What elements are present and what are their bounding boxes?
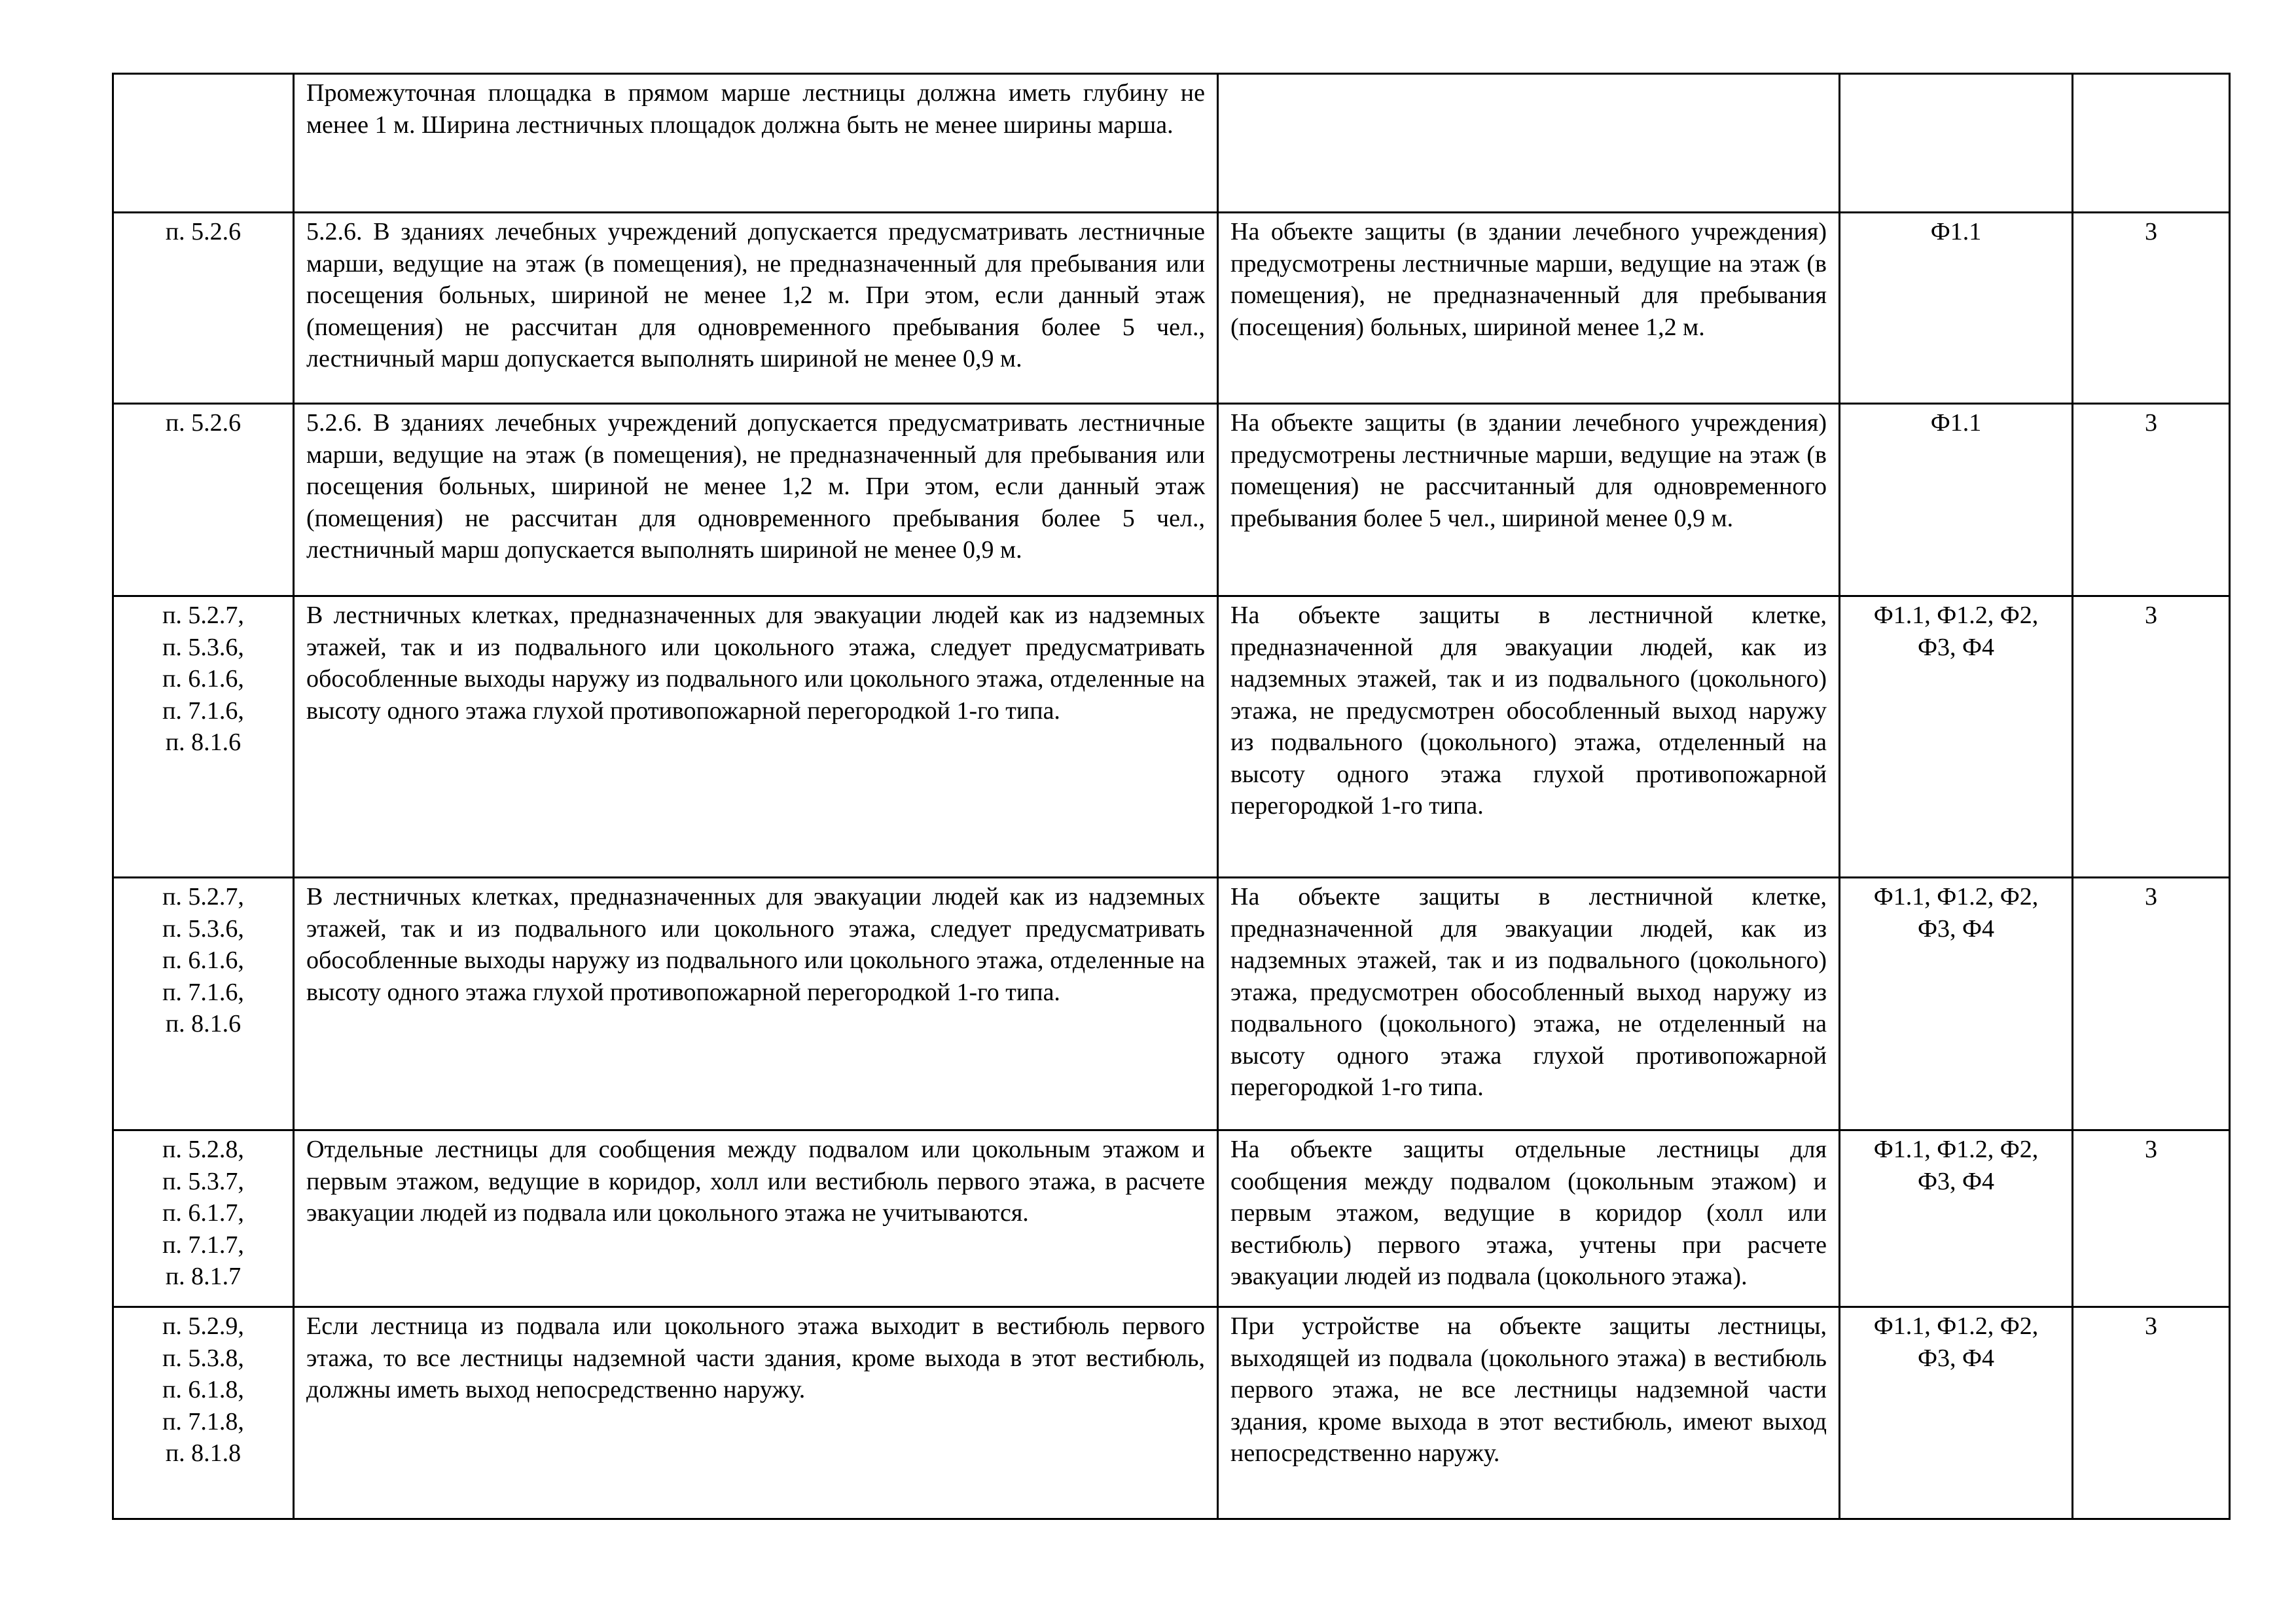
category-cell: 3	[2073, 596, 2230, 878]
clause-ref-cell	[113, 878, 294, 1130]
clause-ref: п. 5.2.7,	[162, 602, 244, 629]
clause-ref: п. 5.2.7,	[162, 883, 244, 911]
requirement-cell: В лестничных клетках, предназначенных для эвакуации людей как из надземных этажей, так и из подвального или цокольного этажа, следует предусматривать обособленные выходы наружу из подвального или цокольного этажа, отделенные на высоту одного этажа глухой противопожарной перегородкой 1-го типа.	[294, 878, 1218, 1130]
requirement-cell: Промежуточная площадка в прямом марше лестницы должна иметь глубину не менее 1 м. Ширина лестничных площадок должна быть не менее ширины марша.	[294, 74, 1218, 213]
category-cell: 3	[2073, 1130, 2230, 1307]
clause-ref: п. 5.2.6	[165, 409, 242, 437]
class-cell	[1840, 74, 2073, 213]
class-cell: Ф1.1, Ф1.2, Ф2, Ф3, Ф4	[1840, 1130, 2073, 1307]
violation-cell: На объекте защиты (в здании лечебного учреждения) предусмотрены лестничные марши, ведущие на этаж (в помещения) не рассчитанный для одновременного пребывания более 5 чел., шириной менее 0,9 м.	[1218, 404, 1840, 596]
violation-cell: На объекте защиты в лестничной клетке, предназначенной для эвакуации людей, как из надземных этажей, так и из подвального (цокольного) этажа, предусмотрен обособленный выход наружу из подвального (цокольного) этажа, не отделенный на высоту одного этажа глухой противопожарной перегородкой 1-го типа.	[1218, 878, 1840, 1130]
clause-ref: п. 8.1.8	[165, 1439, 242, 1467]
category-cell: 3	[2073, 404, 2230, 596]
requirement-cell: Если лестница из подвала или цокольного этажа выходит в вестибюль первого этажа, то все лестницы надземной части здания, кроме выхода в этот вестибюль, должны иметь выход непосредственно наружу.	[294, 1307, 1218, 1519]
requirement-cell: Отдельные лестницы для сообщения между подвалом или цокольным этажом и первым этажом, ведущие в коридор, холл или вестибюль первого этажа, в расчете эвакуации людей из подвала или цокольного этажа не учитываются.	[294, 1130, 1218, 1307]
clause-ref: п. 5.3.7,	[162, 1167, 244, 1195]
violation-cell	[1218, 74, 1840, 213]
table-row	[113, 404, 2230, 596]
clause-ref-cell	[113, 213, 294, 404]
violation-cell: На объекте защиты отдельные лестницы для сообщения между подвалом (цокольным этажом) и первым этажом, ведущие в коридор (холл или вестибюль) первого этажа, учтены при расчете эвакуации людей из подвала (цокольного этажа).	[1218, 1130, 1840, 1307]
clause-ref: п. 5.2.6	[165, 218, 242, 245]
requirements-table	[112, 73, 2231, 1520]
clause-ref: п. 5.3.6,	[162, 633, 244, 661]
clause-ref: п. 5.3.8,	[162, 1344, 244, 1372]
clause-ref-cell	[113, 596, 294, 878]
class-cell: Ф1.1	[1840, 404, 2073, 596]
category-cell: 3	[2073, 878, 2230, 1130]
clause-ref: п. 8.1.6	[165, 729, 242, 756]
category-cell: 3	[2073, 1307, 2230, 1519]
clause-ref: п. 7.1.6,	[162, 978, 244, 1006]
clause-ref-cell	[113, 74, 294, 213]
clause-ref: п. 5.2.8,	[162, 1136, 244, 1163]
clause-ref: п. 7.1.7,	[162, 1231, 244, 1259]
clause-ref-cell	[113, 1130, 294, 1307]
clause-ref: п. 8.1.6	[165, 1010, 242, 1038]
clause-ref: п. 8.1.7	[165, 1263, 242, 1290]
clause-ref-cell	[113, 404, 294, 596]
clause-ref: п. 6.1.6,	[162, 947, 244, 974]
category-cell	[2073, 74, 2230, 213]
clause-ref: п. 6.1.6,	[162, 665, 244, 693]
class-cell: Ф1.1	[1840, 213, 2073, 404]
clause-ref: п. 7.1.8,	[162, 1407, 244, 1435]
requirement-cell: 5.2.6. В зданиях лечебных учреждений допускается предусматривать лестничные марши, ведущие на этаж (в помещения), не предназначенный для пребывания или посещения больных, шириной не менее 1,2 м. При этом, если данный этаж (помещения) не рассчитан для одновременного пребывания более 5 чел., лестничный марш допускается выполнять шириной не менее 0,9 м.	[294, 213, 1218, 404]
class-cell: Ф1.1, Ф1.2, Ф2, Ф3, Ф4	[1840, 878, 2073, 1130]
requirement-cell: В лестничных клетках, предназначенных для эвакуации людей как из надземных этажей, так и из подвального или цокольного этажа, следует предусматривать обособленные выходы наружу из подвального или цокольного этажа, отделенные на высоту одного этажа глухой противопожарной перегородкой 1-го типа.	[294, 596, 1218, 878]
violation-cell: На объекте защиты в лестничной клетке, предназначенной для эвакуации людей, как из надземных этажей, так и из подвального (цокольного) этажа, не предусмотрен обособленный выход наружу из подвального (цокольного) этажа, отделенный на высоту одного этажа глухой противопожарной перегородкой 1-го типа.	[1218, 596, 1840, 878]
table-row	[113, 1130, 2230, 1307]
class-cell: Ф1.1, Ф1.2, Ф2, Ф3, Ф4	[1840, 596, 2073, 878]
table-row	[113, 878, 2230, 1130]
requirement-cell: 5.2.6. В зданиях лечебных учреждений допускается предусматривать лестничные марши, ведущие на этаж (в помещения), не предназначенный для пребывания или посещения больных, шириной не менее 1,2 м. При этом, если данный этаж (помещения) не рассчитан для одновременного пребывания более 5 чел., лестничный марш допускается выполнять шириной не менее 0,9 м.	[294, 404, 1218, 596]
class-cell: Ф1.1, Ф1.2, Ф2, Ф3, Ф4	[1840, 1307, 2073, 1519]
clause-ref: п. 5.2.9,	[162, 1312, 244, 1340]
violation-cell: При устройстве на объекте защиты лестницы, выходящей из подвала (цокольного этажа) в вестибюль первого этажа, не все лестницы надземной части здания, кроме выхода в этот вестибюль, имеют выход непосредственно наружу.	[1218, 1307, 1840, 1519]
clause-ref: п. 6.1.8,	[162, 1376, 244, 1403]
table-row	[113, 213, 2230, 404]
table-row	[113, 596, 2230, 878]
clause-ref: п. 6.1.7,	[162, 1199, 244, 1227]
table-row	[113, 74, 2230, 213]
violation-cell: На объекте защиты (в здании лечебного учреждения) предусмотрены лестничные марши, ведущие на этаж (в помещения), не предназначенный для пребывания (посещения) больных, шириной менее 1,2 м.	[1218, 213, 1840, 404]
category-cell: 3	[2073, 213, 2230, 404]
clause-ref-cell	[113, 1307, 294, 1519]
clause-ref: п. 5.3.6,	[162, 914, 244, 943]
table-row	[113, 1307, 2230, 1519]
clause-ref: п. 7.1.6,	[162, 696, 244, 725]
